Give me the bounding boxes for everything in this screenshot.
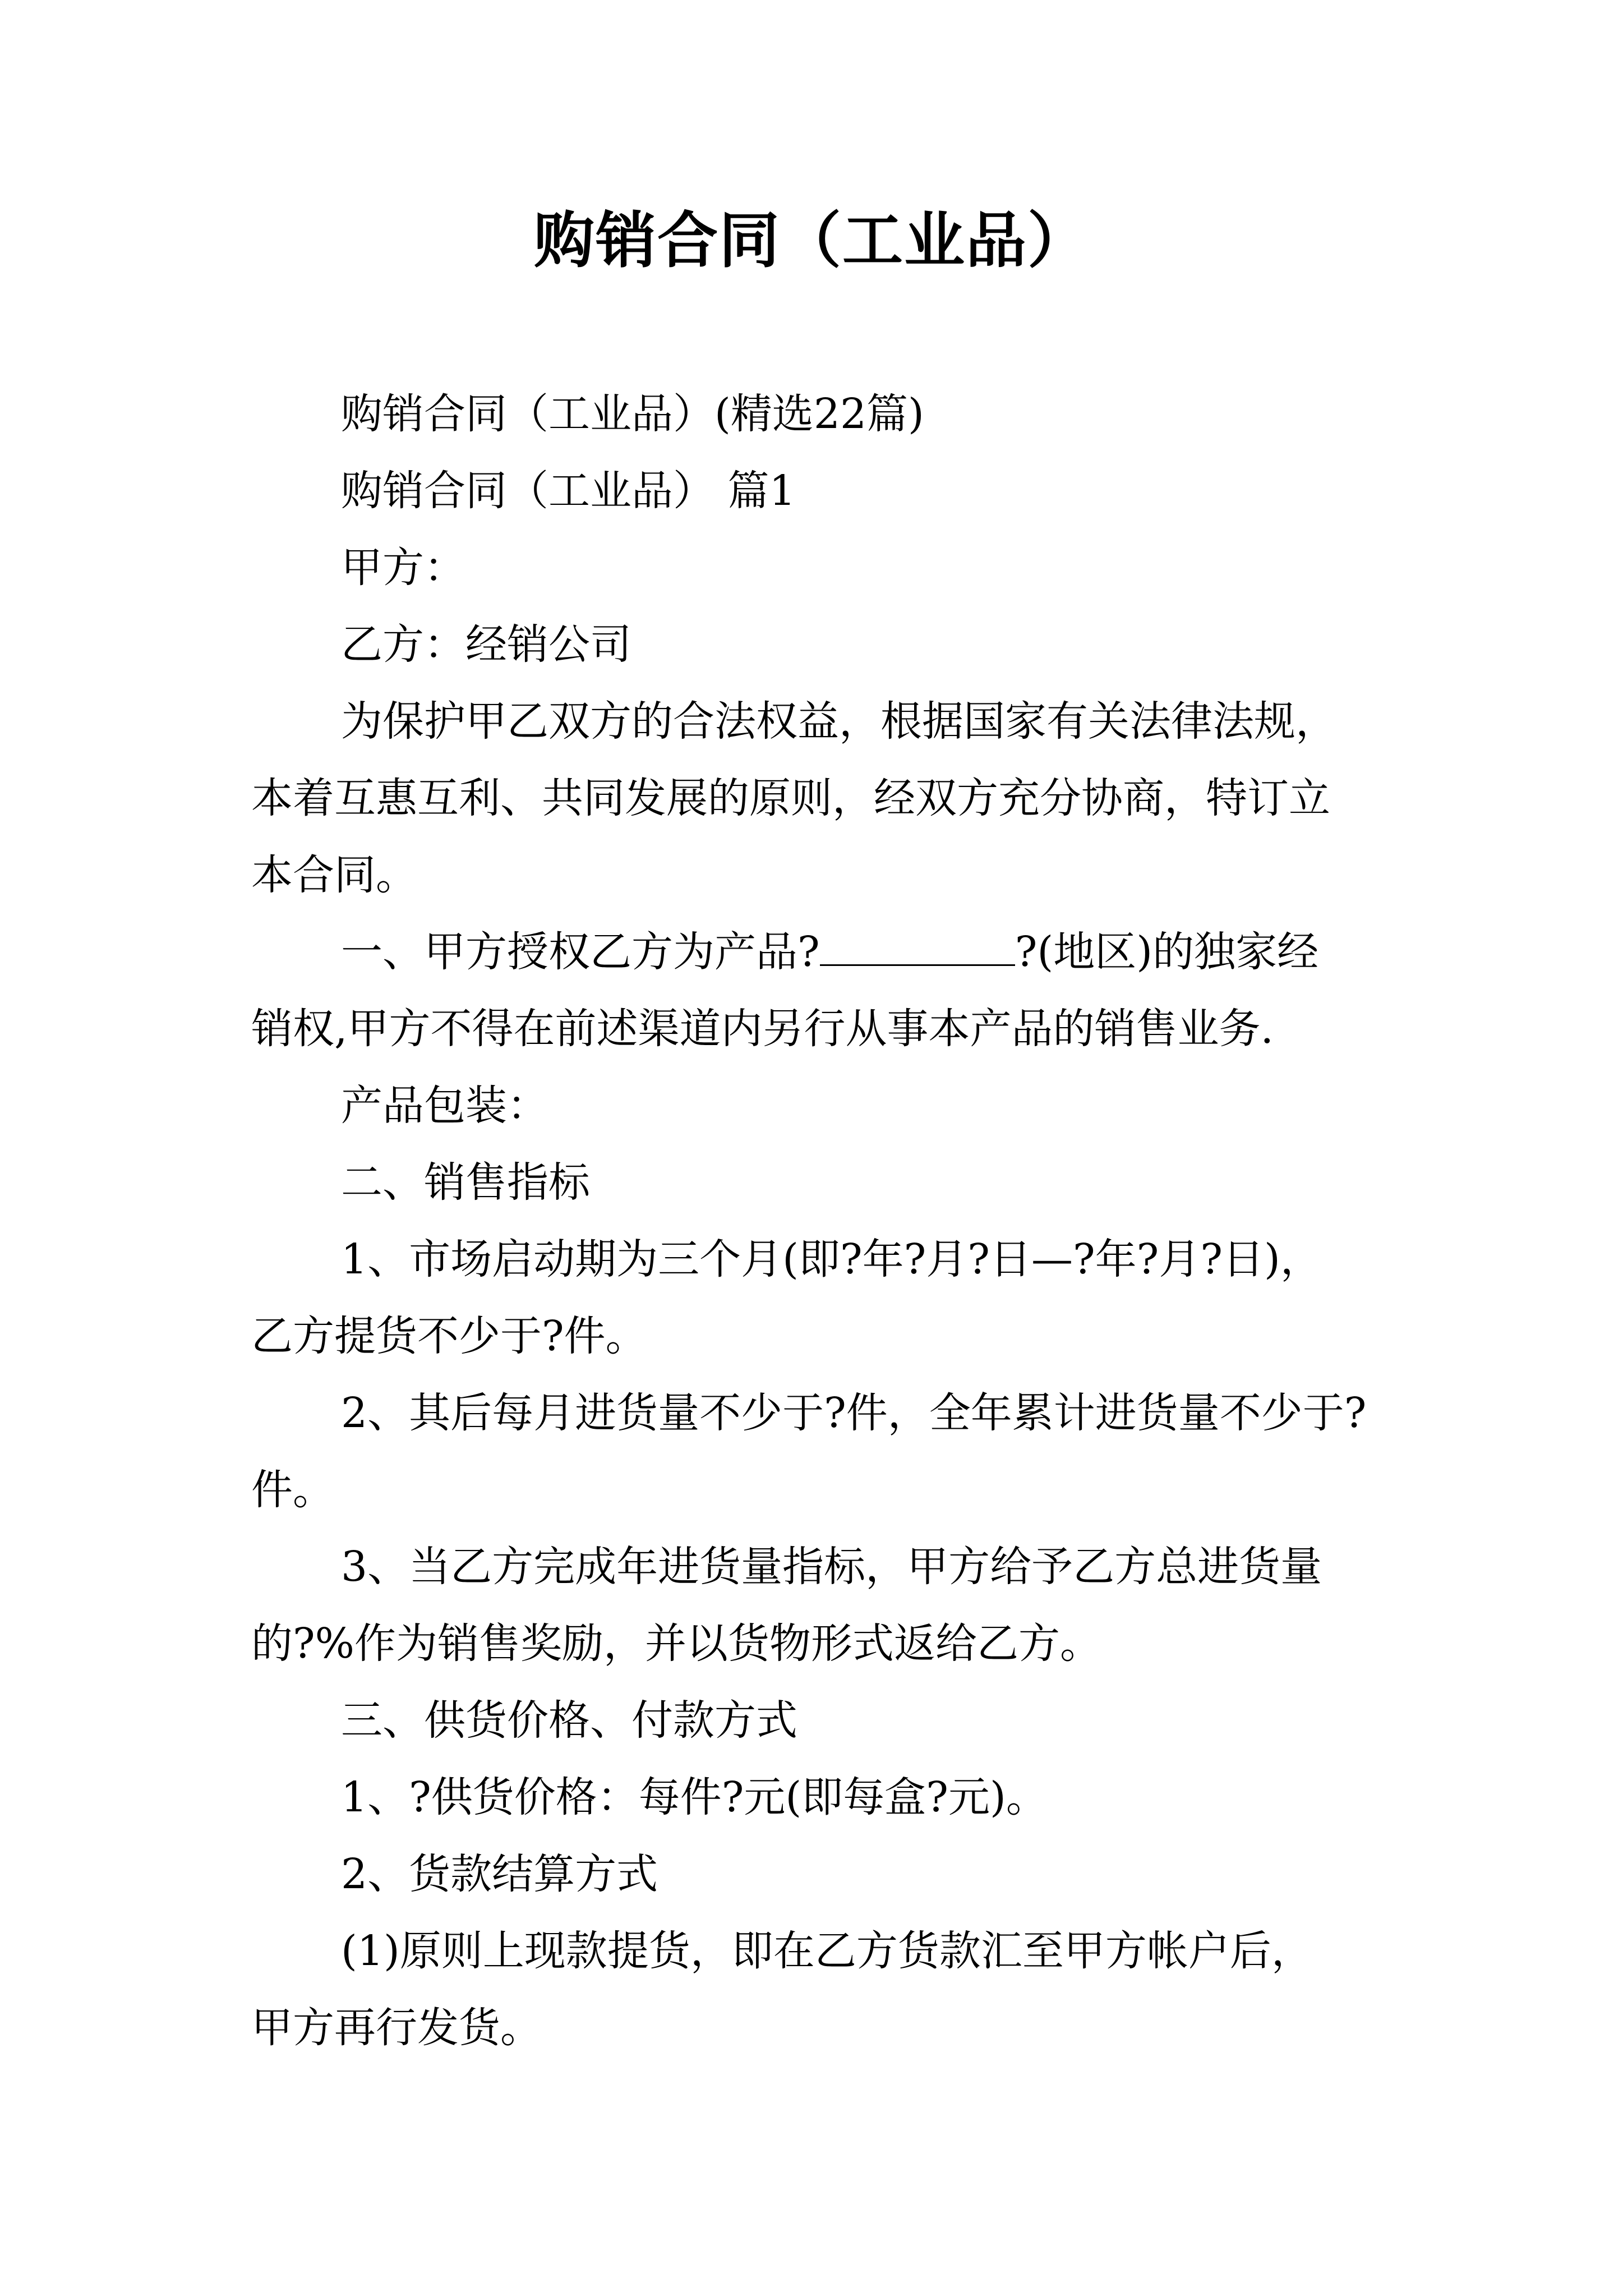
item-2-2-line-2: 件。 (251, 1466, 334, 1514)
fill-in-blank (820, 923, 1015, 966)
clause-3-heading: 三、供货价格、付款方式 (341, 1696, 797, 1745)
preamble-line-1: 为保护甲乙双方的合法权益，根据国家有关法律法规， (341, 697, 1337, 746)
preamble-line-2: 本着互惠互利、共同发展的原则，经双方充分协商，特订立 (251, 774, 1330, 822)
document-body (251, 376, 1418, 2067)
section-heading: 购销合同（工业品） 篇1 (341, 467, 796, 515)
item-3-2-1-line-1: (1)原则上现款提货，即在乙方货款汇至甲方帐户后， (341, 1927, 1313, 1975)
item-3-2-line: 2、货款结算方式 (341, 1850, 658, 1898)
item-2-2-line-1: 2、其后每月进货量不少于?件，全年累计进货量不少于? (341, 1389, 1367, 1437)
packaging-line: 产品包装： (341, 1082, 548, 1130)
item-3-1-line: 1、?供货价格：每件?元(即每盒?元)。 (341, 1773, 1048, 1821)
preamble-line-3: 本合同。 (251, 851, 417, 899)
item-2-3-line-2: 的?%作为销售奖励，并以货物形式返给乙方。 (251, 1619, 1101, 1668)
party-b-line: 乙方：经销公司 (341, 620, 631, 669)
clause-1-text-b: ?(地区)的独家经 (1015, 928, 1319, 976)
clause-1-text-a: 一、甲方授权乙方为产品? (341, 928, 820, 976)
clause-1-line-2: 销权,甲方不得在前述渠道内另行从事本产品的销售业务. (251, 1005, 1274, 1053)
item-2-3-line-1: 3、当乙方完成年进货量指标，甲方给予乙方总进货量 (341, 1543, 1322, 1591)
clause-1-line-1 (251, 914, 1418, 991)
party-a-line: 甲方： (341, 544, 465, 592)
item-2-1-line-2: 乙方提货不少于?件。 (251, 1312, 647, 1360)
clause-2-heading: 二、销售指标 (341, 1158, 590, 1207)
item-2-1-line-1: 1、市场启动期为三个月(即?年?月?日—?年?月?日)， (341, 1235, 1322, 1283)
document-title: 购销合同（工业品） (533, 206, 1089, 276)
item-3-2-1-line-2: 甲方再行发货。 (251, 2004, 542, 2052)
subtitle-line: 购销合同（工业品）(精选22篇) (341, 390, 924, 438)
